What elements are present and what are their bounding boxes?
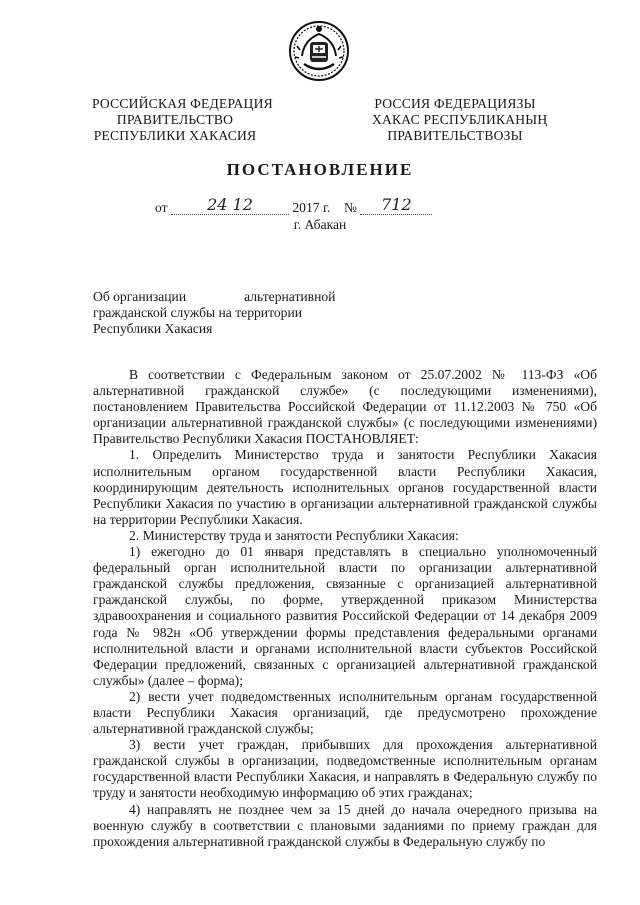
document-body <box>93 367 597 850</box>
header-right-line: РОССИЯ ФЕДЕРАЦИЯЗЫ <box>374 96 536 111</box>
date-prefix: от <box>155 200 168 215</box>
header-right-line: ХАКАС РЕСПУБЛИКАНЫҢ <box>372 112 548 127</box>
header-left-line: РЕСПУБЛИКИ ХАКАСИЯ <box>93 128 257 143</box>
body-paragraph: 3) вести учет граждан, прибывших для прохождения альтернативной гражданской службы в организации, подведомственные исполнительным органам государственной власти Республики Хакасия, и направлять в Федеральную службу по труду и занятости необходимую информацию об этих гражданах; <box>93 737 597 801</box>
header-right-line: ПРАВИТЕЛЬСТВОЗЫ <box>387 128 523 143</box>
header-right <box>372 96 548 144</box>
number-sign: № <box>344 200 357 215</box>
city-name: г. Абакан <box>293 217 347 232</box>
body-paragraph: 4) направлять не позднее чем за 15 дней до начала очередного призыва на военную службу в соответствии с плановыми заданиями по приему граждан для прохождения альтернативной гражданской службы в Федеральную службу по <box>93 801 597 849</box>
subject-line: альтернативной <box>244 289 336 304</box>
subject-line: Республики Хакасия <box>93 321 213 336</box>
header-left-line: РОССИЙСКАЯ ФЕДЕРАЦИЯ <box>92 96 273 111</box>
subject-line: гражданской службы на территории <box>93 305 302 320</box>
date-number-line <box>155 195 485 217</box>
body-paragraph: В соответствии с Федеральным законом от 25.07.2002 № 113-ФЗ «Об альтернативной гражданской службе» (с последующими изменениями), постановлением Правительства Российской Федерации от 11.12.2003 № 750 «Об организации альтернативной гражданской службы» (с последующими изменениями) Правительство Республики Хакасия ПОСТАНОВЛЯЕТ: <box>93 367 597 447</box>
handwritten-number: 712 <box>360 198 432 215</box>
coat-of-arms-emblem <box>288 20 350 82</box>
header-left <box>92 96 273 144</box>
subject-line: Об организации <box>93 289 187 304</box>
year-text: 2017 г. <box>292 200 331 215</box>
document-title: ПОСТАНОВЛЕНИЕ <box>226 160 414 179</box>
handwritten-date: 24 12 <box>171 198 289 215</box>
header-left-line: ПРАВИТЕЛЬСТВО <box>116 112 234 127</box>
body-paragraph: 1) ежегодно до 01 января представлять в специально уполномоченный федеральный орган исполнительной власти по организации альтернативной гражданской службы предложения, связанные с организацией альтернативной гражданской службы, по форме, утвержденной приказом Министерства здравоохранения и социального развития Российской Федерации от 14 декабря 2009 года № 982н «Об утверждении формы представления федеральными органами исполнительной власти и органами исполнительной власти субъектов Российской Федерации предложений, связанных с организацией альтернативной гражданской службы» (далее – форма); <box>93 544 597 688</box>
body-paragraph: 2) вести учет подведомственных исполнительным органам государственной власти Республики Хакасия организаций, где предусмотрено прохождение альтернативной гражданской службы; <box>93 688 597 737</box>
body-paragraph: 2. Министерству труда и занятости Республики Хакасия: <box>129 527 459 543</box>
document-subject <box>93 289 336 337</box>
body-paragraph: 1. Определить Министерство труда и занятости Республики Хакасия исполнительным органом государственной власти Республики Хакасия, координирующим деятельность исполнительных органов государственной власти Республики Хакасия по участию в организации альтернативной гражданской службы на территории Республики Хакасия. <box>93 447 597 527</box>
